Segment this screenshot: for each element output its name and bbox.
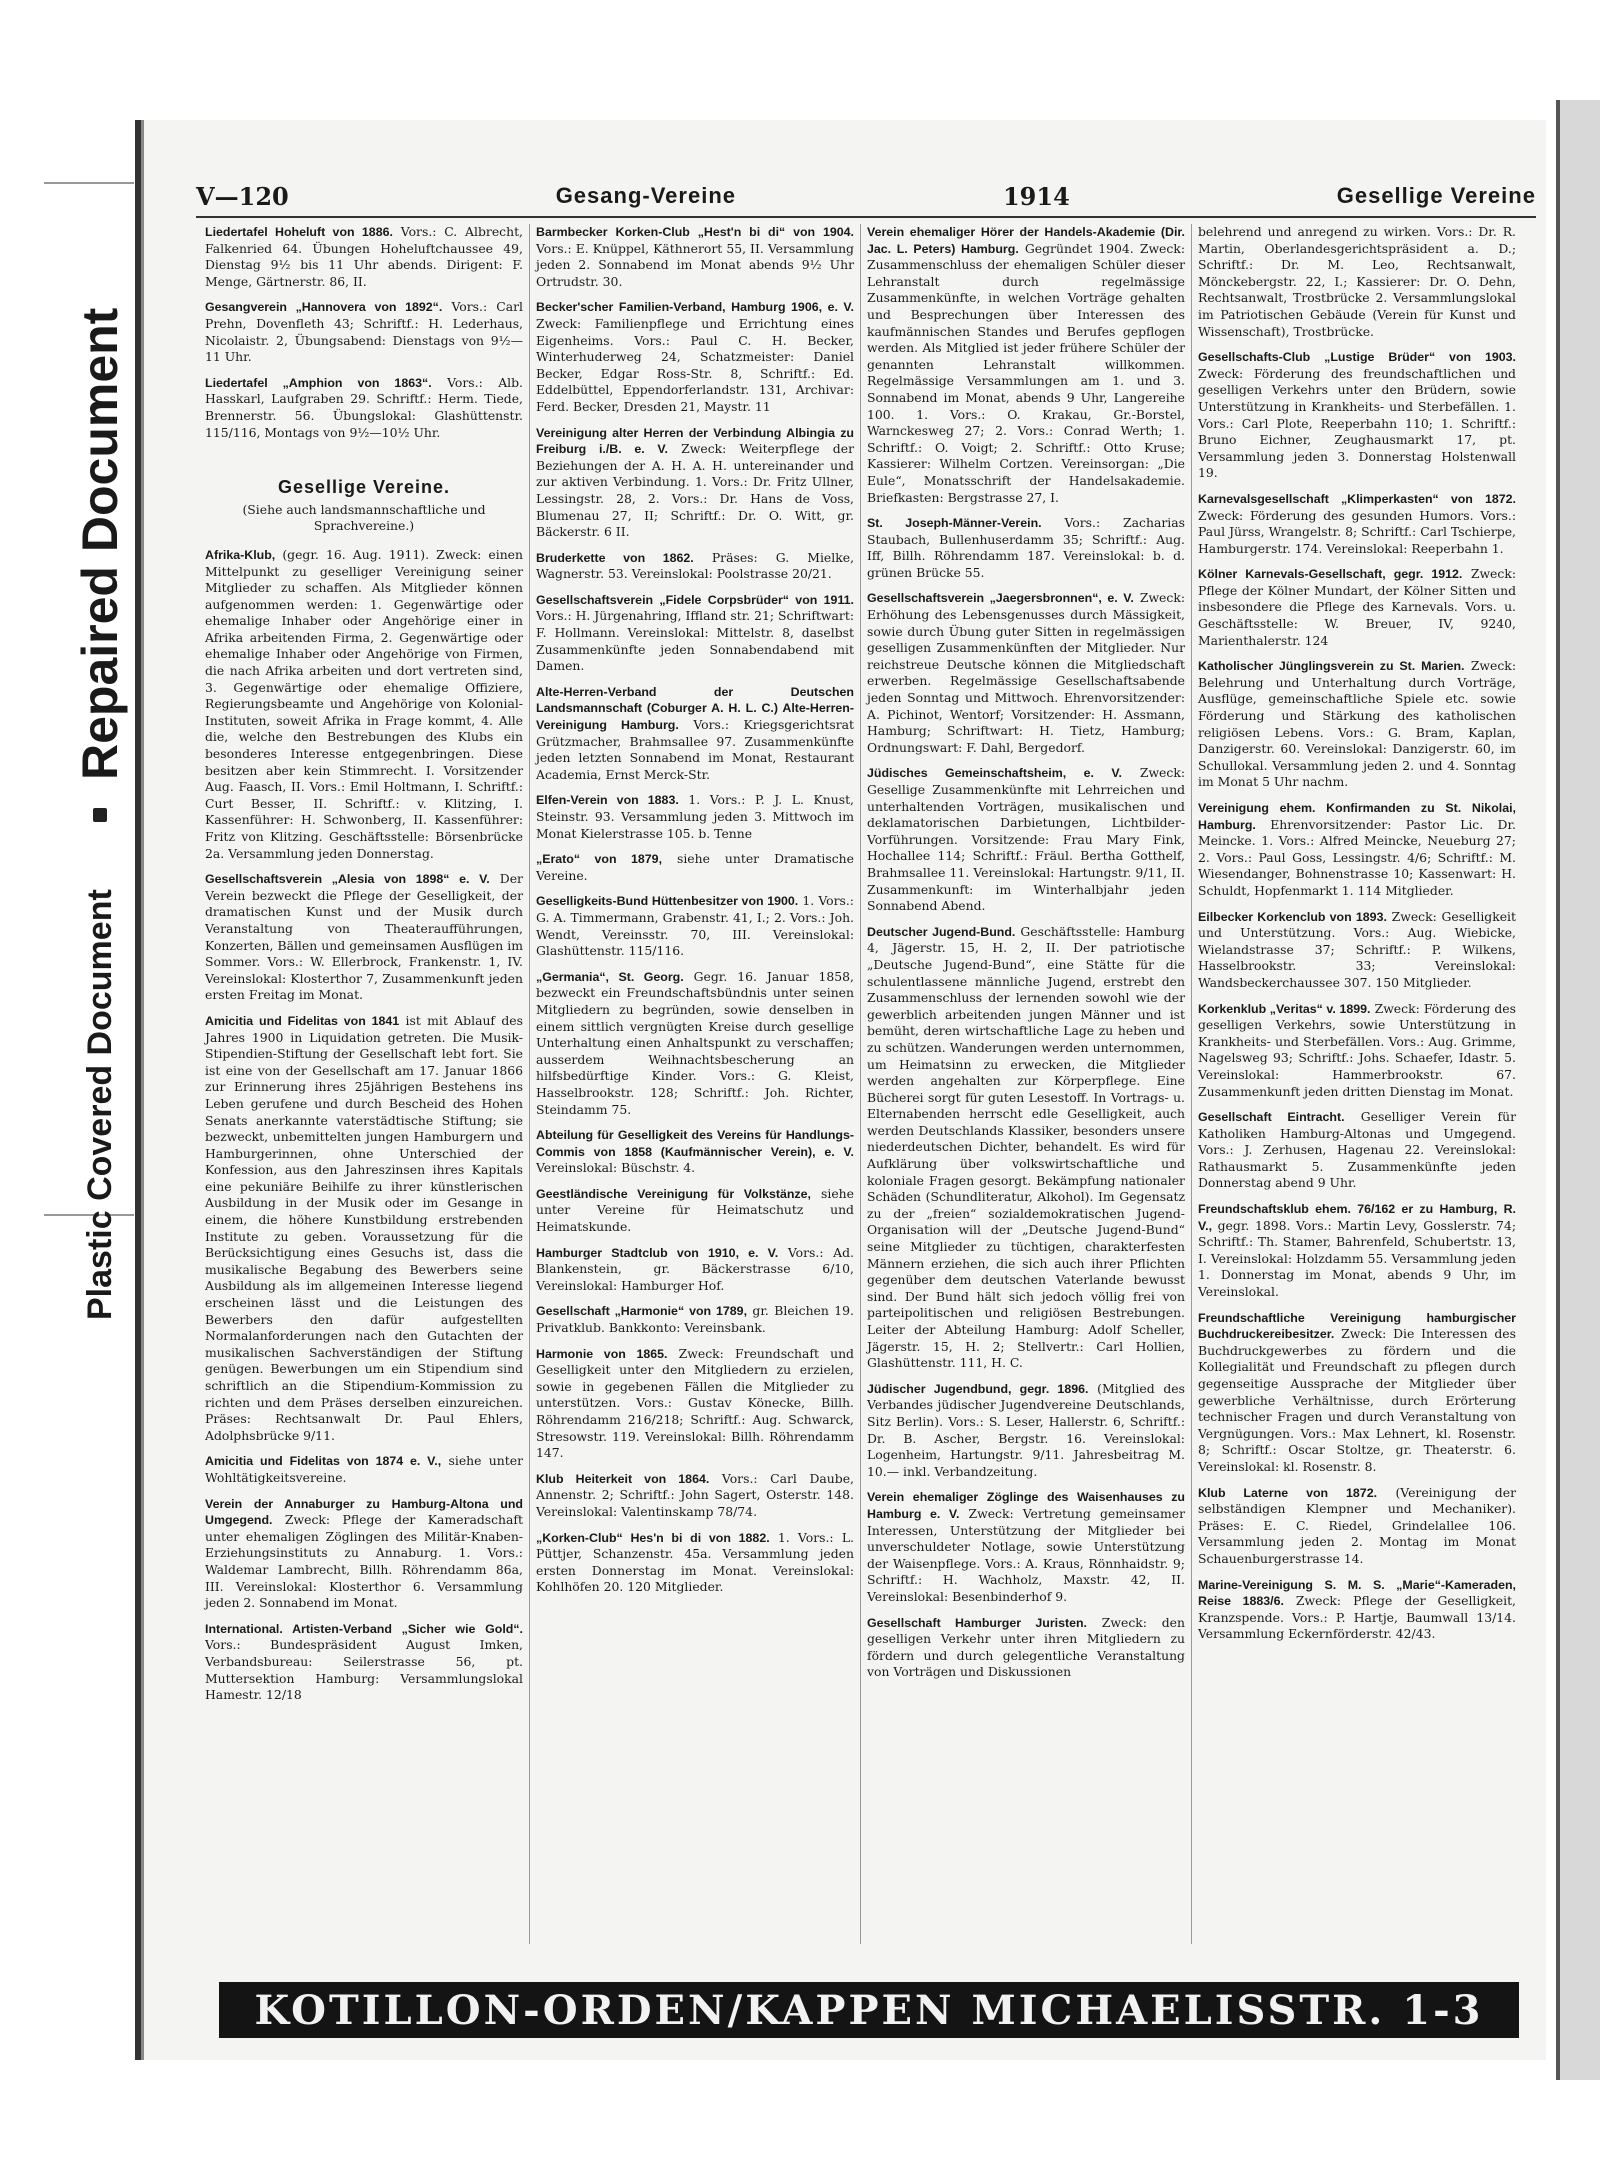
club-name: Bruderkette von 1862. [536,550,694,565]
club-entry [205,375,523,441]
club-name: Verein ehemaliger Zöglinge des Waisenhauses zu Hamburg e. V. [867,1490,1185,1521]
club-entry [536,1186,854,1236]
header-rule [196,216,1536,218]
club-entry [205,547,523,862]
advertisement-banner: KOTILLON-ORDEN/KAPPEN MICHAELISSTR. 1-3 [219,1982,1519,2038]
club-name: Abteilung für Geselligkeit des Vereins für Handlungs-Commis von 1858 (Kaufmännischer Verein), e. V. [536,1128,854,1159]
next-page-edge [1556,100,1600,2080]
club-name: Gesellschaftsverein „Fidele Corpsbrüder“ von 1911. [536,592,854,607]
club-name: Gesellschaft Eintracht. [1198,1110,1345,1125]
club-name: Alte-Herren-Verband der Deutschen Landsmannschaft (Coburger A. H. L. C.) Alte-Herren-Vereinigung Hamburg. [536,684,854,733]
club-details: siehe unter Wohltätigkeitsvereine. [205,1453,523,1485]
column-1 [199,224,529,1944]
club-name: Verein der Annaburger zu Hamburg-Altona und Umgegend. [205,1496,523,1528]
club-details: 1. Vors.: P. J. L. Knust, Steinstr. 93. Versammlung jeden 3. Mittwoch im Monat Kielerstrasse 105. b. Tenne [536,792,854,841]
club-details: belehrend und anregend zu wirken. Vors.: Dr. R. Martin, Oberlandesgerichtspräsident a. D.; Schriftf.: Dr. M. Leo, Rechtsanwalt, Mönckebergstr. 22, I.; Kassierer: Dr. O. Dehn, Rechtsanwalt, Trostbrücke 2. Versammlungslokal im Patriotischen Gebäude (Verein für Kunst und Wissenschaft), Trostbrücke. [1198,224,1516,339]
club-name: Elfen-Verein von 1883. [536,793,679,808]
club-details: Vors.: Carl Daube, Annenstr. 2; Schriftf.: John Sagert, Osterstr. 148. Vereinslokal: Valentinskamp 78/74. [536,1470,854,1519]
column-4 [1191,224,1522,1944]
club-details: Zweck: Pflege der Geselligkeit, Kranzspende. Vors.: P. Hartje, Baumwall 13/14. Versammlung Eckernförderstr. 42/43. [1198,1593,1516,1642]
club-name: Freundschaftliche Vereinigung hamburgischer Buchdruckereibesitzer. [1198,1310,1516,1342]
club-entry [536,893,854,959]
club-name: Afrika-Klub, [205,547,276,562]
club-details: Zweck: Erhöhung des Lebensgenusses durch Mässigkeit, sowie durch Übung guter Sitten in regelmässigen geselligen Zusammenkünften der Mitglieder. Nur reichstreue Deutsche können die Mitgliedschaft erwerben. Regelmässige Gesellschaftsabende jeden Sonntag und Mittwoch. Ehrenvorsitzender: A. Pichinot, Wentorf; Vorsitzender: H. Assmann, Hamburg; Schriftwart: H. Tietz, Hamburg; Ordnungswart: F. Dahl, Bergedorf. [867,590,1186,755]
right-section-title: Gesellige Vereine [1336,183,1536,208]
club-entry [536,851,854,884]
club-details: (Mitglied des Verbandes jüdischer Jugendvereine Deutschlands, Sitz Berlin). Vors.: S. Leser, Hallerstr. 6, Schriftf.: Dr. B. Ascher, Bergstr. 16. Vereinslokal: Logenheim, Hartungstr. 9/11. Jahresbeitrag M. 10.— inkl. Verbandzeitung. [867,1380,1185,1479]
club-details: (gegr. 16. Aug. 1911). Zweck: einen Mittelpunkt zu geselliger Vereinigung seiner Mitglieder zu schaffen. Als Mitglieder können aufgenommen werden: 1. Gegenwärtige oder ehemalige Inhaber oder Angehörige einer in Afrika arbeitenden Firma, 2. Gegenwärtige oder ehemalige Inhaber oder Angehörige von Firmen, die nach Afrika arbeiten und dort vertreten sind, 3. Gegenwärtige oder ehemalige Offiziere, Regierungsbeamte und Angehörige von Kolonial-Instituten, soweit Afrika in Frage kommt, 4. Alle die, welche den Bestrebungen des Klubs ein besonderes Interesse entgegenbringen. Diese besitzen aber kein Stimmrecht. I. Vorsitzender Aug. Faasch, II. Vors.: Emil Holtmann, I. Schriftf.: Curt Besser, II. Schriftf.: v. Klitzing, I. Kassenführer: H. Schwonberg, II. Kassenführer: Fritz von Klitzing. Geschäftsstelle: Börsenbrücke 2a. Versammlung jeden Donnerstag. [205,546,523,861]
club-entry [867,515,1185,581]
club-details: Vors.: C. Albrecht, Falkenried 64. Übungen Hoheluftchaussee 49, Dienstag 9½ bis 11 Uhr abends. Dirigent: F. Menge, Gärtnerstr. 86, II. [205,224,523,289]
club-details: Zweck: Förderung des freundschaftlichen und geselligen Verkehrs unter den Brüdern, sowie Unterstützung in Krankheits- und Sterbefällen. 1. Vors.: Carl Plote, Reeperbahn 110; 1. Schriftf.: Bruno Eichner, Zeughausmarkt 17, pt. Versammlung jeden 3. Donnerstag Holstenwall 19. [1198,365,1516,481]
club-name: Karnevalsgesellschaft „Klimperkasten“ von 1872. [1198,491,1516,506]
separator-dot [93,808,107,822]
club-name: Harmonie von 1865. [536,1346,668,1361]
club-name: Gesellschaftsverein „Alesia von 1898“ e. V. [205,872,490,887]
club-name: Barmbecker Korken-Club „Hest'n bi di“ von 1904. [536,225,854,239]
club-entry [205,1453,523,1486]
club-details: gegr. 1898. Vors.: Martin Levy, Gosslerstr. 74; Schriftf.: Th. Stamer, Bahrenfeld, Schubertstr. 13, I. Vereinslokal: Holzdamm 55. Versammlung jeden 1. Donnerstag im Monat, abends 9 Uhr, im Vereinslokal. [1198,1217,1516,1300]
club-details: Vors.: Zacharias Staubach, Bullenhuserdamm 35; Schriftf.: Aug. Iff, Billh. Röhrendamm 187. Vereinslokal: b. d. grünen Brücke 55. [867,515,1185,580]
club-name: Vereinigung ehem. Konfirmanden zu St. Nikolai, Hamburg. [1198,801,1516,832]
club-details: Vors.: Carl Prehn, Dovenfleth 43; Schriftf.: H. Lederhaus, Nicolaistr. 2, Übungsabend: Dienstags von 9½—11 Uhr. [205,299,524,365]
club-name: Verein ehemaliger Hörer der Handels-Akademie (Dir. Jac. L. Peters) Hamburg. [867,225,1185,256]
club-details: Vors.: Kriegsgerichtsrat Grützmacher, Brahmsallee 97. Zusammenkünfte jeden letzten Sonnabend im Monat, Restaurant Academia, Ernst Merck-Str. [536,717,854,782]
club-details: Zweck: den geselligen Verkehr unter ihren Mitgliedern zu fördern und durch gelegentliche Veranstaltung von Vorträgen und Diskussionen [867,1614,1185,1680]
club-entry [1198,1109,1516,1192]
club-name: Deutscher Jugend-Bund. [867,924,1016,939]
club-entry [1198,349,1516,482]
section-title: Gesellige Vereine. [277,477,451,498]
club-details: Vereinslokal: Büschstr. 4. [536,1160,696,1176]
club-entry [536,969,854,1118]
club-name: „Erato“ von 1879, [536,852,663,867]
club-name: Eilbecker Korkenclub von 1893. [1198,909,1387,924]
club-name: Jüdisches Gemeinschaftsheim, e. V. [867,766,1122,781]
left-section-title: Gesang-Vereine [555,183,736,208]
club-entry [867,1615,1185,1681]
club-name: Gesellschaft Hamburger Juristen. [867,1615,1088,1630]
club-entry [1198,1201,1516,1301]
club-entry [205,1496,523,1612]
club-details: (Vereinigung der selbständigen Klempner und Mechaniker). Präses: E. C. Riedel, Grindelallee 106. Versammlung jeden 2. Montag im Monat Schauenburgerstrasse 14. [1198,1484,1516,1566]
section-note: (Siehe auch landsmannschaftliche und Sprachvereine.) [242,501,486,534]
club-details: Zweck: Pflege der Kölner Mundart, der Kölner Sitten und insbesondere die Pflege des Karnevals. Vors. u. Geschäftsstelle: W. Breuer, IV, 9240, Marienthalerstr. 124 [1198,566,1517,648]
columns [199,224,1539,1944]
club-details: siehe unter Dramatische Vereine. [536,851,854,883]
club-entry [1198,491,1516,557]
club-entry [536,550,854,583]
club-name: Hamburger Stadtclub von 1910, e. V. [536,1245,779,1260]
club-entry [536,1471,854,1521]
club-details: Der Verein bezweckt die Pflege der Geselligkeit, der dramatischen Kunst und der Musik durch Veranstaltung von Theateraufführungen, Konzerten, Bällen und gemeinsamen Ausflügen im Sommer. Vors.: W. Ellerbrock, Frankenstr. 1, IV. Vereinslokal: Klosterthor 7, Zusammenkunft jeden ersten Freitag im Monat. [205,871,523,1003]
club-details: Zweck: Familienpflege und Errichtung eines Eigenheims. Vors.: Paul C. H. Becker, Winterhuderweg 24, Schatzmeister: Daniel Becker, Edgar Ross-Str. 8, Schriftf.: Ed. Eddelbüttel, Eppendorferlandstr. 131, Archivar: Ferd. Becker, Dresden 21, Maystr. 11 [536,315,854,414]
club-details: 1. Vors.: L. Püttjer, Schanzenstr. 45a. Versammlung jeden ersten Donnerstag im Monat. Vereinslokal: Kohlhöfen 20. 120 Mitglieder. [536,1529,854,1595]
club-details: gr. Bleichen 19. Privatklub. Bankkonto: Vereinsbank. [536,1303,854,1336]
club-name: Becker'scher Familien-Verband, Hamburg 1906, e. V. [536,300,854,315]
club-entry [536,224,854,290]
club-entry [867,224,1185,506]
club-name: Kölner Karnevals-Gesellschaft, gegr. 1912. [1198,567,1463,582]
club-details: Zweck: Vertretung gemeinsamer Interessen, Unterstützung der Mitglieder bei unverschuldeter Notlage, sowie Unterstützung der Waisenpflege. Vors.: A. Kraus, Rönnhaidstr. 9; Schriftf.: H. Wachholz, Maxstr. 42, II. Vereinslokal: Besenbinderhof 9. [867,1505,1185,1604]
club-details: Präses: G. Mielke, Wagnerstr. 53. Vereinslokal: Poolstrasse 20/21. [536,549,855,582]
club-name: „Germania“, St. Georg. [536,969,684,984]
club-details: Vors.: H. Jürgenahring, Iffland str. 21; Schriftwart: F. Hollmann. Vereinslokal: Mittelstr. 8, daselbst Zusammenkünfte jeden Sonnabendabend mit Damen. [536,608,854,674]
club-name: Klub Heiterkeit von 1864. [536,1471,710,1486]
club-entry [536,792,854,842]
club-entry [536,1303,854,1336]
club-name: „Korken-Club“ Hes'n bi di von 1882. [536,1530,770,1545]
club-entry [1198,909,1516,992]
club-entry [536,592,854,675]
club-name: Gesangverein „Hannovera von 1892“. [205,300,443,315]
club-name: Korkenklub „Veritas“ v. 1899. [1198,1001,1371,1016]
club-name: Liedertafel „Amphion von 1863“. [205,375,432,390]
club-name: Gesellschaft „Harmonie“ von 1789, [536,1304,748,1319]
club-details: 1. Vors.: G. A. Timmermann, Grabenstr. 41, I.; 2. Vors.: Joh. Wendt, Vereinsstr. 70, III. Vereinslokal: Glashüttenstr. 115/116. [536,893,854,959]
club-name: Freundschaftsklub ehem. 76/162 er zu Hamburg, R. V., [1198,1202,1516,1233]
page-number: V—120 [196,181,289,211]
club-details: Zweck: Geselligkeit und Unterstützung. Vors.: Aug. Wiebicke, Wielandstrasse 37; Schriftf.: P. Wilkens, Hasselbrookstr. 33; Vereinslokal: Wandsbeckerchaussee 307. 150 Mitglieder. [1198,908,1516,990]
club-entry [536,684,854,784]
club-entry [1198,1577,1516,1643]
margin-mark [44,182,134,184]
club-details: Geselliger Verein für Katholiken Hamburg-Altonas und Umgegend. Vors.: J. Zerhusen, Hagenau 22. Vereinslokal: Rathausmarkt 5. Zusammenkünfte jeden Donnerstag abend 9 Uhr. [1198,1109,1516,1191]
club-entry [1198,566,1516,649]
club-entry [205,1621,523,1704]
club-entry [867,765,1185,914]
club-entry [205,871,523,1004]
club-details: Zweck: Pflege der Kameradschaft unter ehemaligen Zöglingen des Militär-Knaben-Erziehungsinstituts zu Annaburg. 1. Vors.: Waldemar Lambrecht, Billh. Röhrendamm 86a, III. Vereinslokal: Klosterthor 6. Versammlung jeden 2. Sonnabend im Monat. [205,1512,523,1611]
club-entry [536,1127,854,1177]
year: 1914 [1002,181,1070,211]
club-entry [205,299,523,365]
club-entry [867,1489,1185,1605]
club-details: Geschäftsstelle: Hamburg 4, Jägerstr. 15, H. 2, II. Der patriotische „Deutsche Jugend-Bund“, eine Stätte für die schulentlassene männliche Jugend, erstrebt den Zusammenschluss der lernenden sowohl wie der gewerblich arbeitenden jungen Männer und ist bemüht, deren wirtschaftliche Lage zu heben und zu schützen. Wanderungen werden unternommen, um Heimatsinn zu erwecken, die Mitglieder werden angehalten zur Körperpflege. Eine Bücherei sorgt für guten Lesestoff. In Vortrags- u. Elternabenden herrscht edle Geselligkeit, auch werden Deutschlands Klassiker, besonders unsere niederdeutschen Dichter, behandelt. Es wird für Aufklärung über volkswirtschaftliche und koloniale Fragen gesorgt. Bekämpfung nationaler Schäden (Schundliteratur, Alkohol). Im Gegensatz zu der „freien“ sozialdemokratischen Jugend-Organisation will der „Deutsche Jugend-Bund“ seine Mitglieder zu tüchtigen, charakterfesten Männern erziehen, die sich auch ihrer Pflichten gegenüber dem deutschen Vaterlande bewusst sind. Der Bund hält sich jedoch völlig frei von parteipolitischen und religiösen Bestrebungen. Leiter der Abteilung Hamburg: Adolf Scheller, Jägerstr. 15, H. 2; Stellvertr.: Carl Hollien, Glashüttenstr. 111, H. C. [867,923,1185,1371]
club-entry [205,1013,523,1444]
club-details: Vors.: Bundespräsident August Imken, Verbandsbureau: Seilerstrasse 56, pt. Muttersektion Hamburg: Versammlungslokal Hamestr. 12/18 [205,1637,523,1703]
club-details: Gegründet 1904. Zweck: Zusammenschluss der ehemaligen Schüler dieser Lehranstalt durch regelmässige Zusammenkünfte, in welchen Vorträge gehalten und Besprechungen über Interessen des kaufmännischen Standes und Berufes gepflogen werden. Als Mitglied ist jeder frühere Schüler der genannten Lehranstalt willkommen. Regelmässige Versammlungen am 1. und 3. Sonnabend im Monat, abends 9 Uhr, Langereihe 100. 1. Vors.: O. Krakau, Gr.-Borstel, Warnckesweg 27; 2. Vors.: Conrad Werth; 1. Schriftf.: O. Voigt; 2. Schriftf.: Otto Kruse; Kassierer: Wilhelm Cortzen. Vereinsorgan: „Die Eule“, Monatsschrift der Handelsakademie. Briefkasten: Bergstrasse 27, I. [867,240,1186,505]
club-name: Jüdischer Jugendbund, gegr. 1896. [867,1381,1089,1396]
club-entry [867,1381,1185,1481]
club-name: Vereinigung alter Herren der Verbindung Albingia zu Freiburg i./B. e. V. [536,425,854,457]
page-header [196,178,1536,214]
club-name: Amicitia und Fidelitas von 1874 e. V., [205,1454,442,1469]
club-details: Vors.: Alb. Hasskarl, Laufgraben 29. Schriftf.: Herm. Tiede, Brennerstr. 56. Übungslokal: Glashüttenstr. 115/116, Montags von 9½—10½ Uhr. [205,374,523,440]
club-details: ist mit Ablauf des Jahres 1900 in Liquidation getreten. Die Musik-Stipendien-Stiftung der Gesellschaft lebt fort. Sie ist eine von der Gesellschaft am 17. Januar 1866 zur Erinnerung ihres 25jährigen Bestehens ins Leben gerufene und durch Bescheid des Hohen Senats anerkannte vaterstädtische Stiftung; sie bezweckt, unbemittelten jungen Hamburgern und Hamburgerinnen, ohne Unterschied der Konfession, aus den Jahreszinsen ihres Kapitals eine pekuniäre Beihilfe zu ihrer künstlerischen Ausbildung in der Musik oder im Gesange in einem, die höhere Kunstbildung erstrebenden Institute zu geben. Voraussetzung für die Berücksichtigung eines Gesuchs ist, dass die musikalische Begabung des Bewerbers seine Ausbildung als im allgemeinen Interesse liegend erscheinen lässt und die Leistungen des Bewerbers den dafür aufgestellten Normalanforderungen nach den Gutachten der musikalischen Sachverständigen der Stiftung genügen. Bewerbungen um ein Stipendium sind schriftlich an die Stipendium-Kommission zu richten und dem Präses derselben einzureichen. Präses: Rechtsanwalt Dr. Paul Ehlers, Adolphsbrücke 9/11. [205,1012,523,1443]
club-details: Zweck: Die Interessen des Buchdruckgewerbes zu fördern und die Kollegialität und Freundschaft zu pflegen durch gegenseitige Aussprache der Mitglieder über gewerbliche Verhältnisse, durch Erörterung technischer Fragen und durch Veranstaltung von Vergnügungen. Vors.: Max Lehnert, kl. Rosenstr. 8; Schriftf.: Oscar Stoltze, gr. Theaterstr. 6. Vereinslokal: kl. Rosenstr. 8. [1198,1326,1516,1474]
club-details: Ehrenvorsitzender: Pastor Lic. Dr. Meincke. 1. Vors.: Alfred Meincke, Neueburg 27; 2. Vors.: Paul Goss, Lessingstr. 4/6; Schriftf.: M. Wiesendanger, Bohnenstrasse 10; Kassenwart: H. Schuldt, Hopfenmarkt 1. 114 Mitglieder. [1198,816,1516,898]
club-name: International. Artisten-Verband „Sicher wie Gold“. [205,1621,523,1636]
club-entry [867,590,1185,756]
club-entry [536,425,854,541]
column-2 [529,224,860,1944]
club-name: Amicitia und Fidelitas von 1841 [205,1013,400,1028]
club-name: Gesellschaftsverein „Jaegersbronnen“, e. V. [867,591,1134,606]
repaired-label: Repaired Document [72,307,128,780]
club-name: Klub Laterne von 1872. [1198,1485,1378,1500]
club-entry [1198,1310,1516,1476]
club-entry [1198,1485,1516,1568]
column-3 [860,224,1191,1944]
club-name: St. Joseph-Männer-Verein. [867,516,1042,531]
club-details: Zweck: Weiterpflege der Beziehungen der A. H. A. H. untereinander und zur aktiven Verbindung. 1. Vors.: Dr. Fritz Ullner, Lessingstr. 28, 2. Vors.: Dr. Hans de Voss, Blumenau 27, II; Schriftf.: Dr. O. Witt, gr. Bäckerstr. 6 II. [536,441,854,540]
club-details: Zweck: Gesellige Zusammenkünfte mit Lehrreichen und unterhaltenden Vorträgen, musikalischen und deklamatorischen Darbietungen, Lichtbilder-Vorführungen. Vorsitzende: Frau Mary Fink, Hochallee 114; Schriftf.: Fräul. Bertha Gotthelf, Brahmsallee 11. Vereinslokal: Hartungstr. 9/11, II. Zusammenkunft: im Winterhalbjahr jeden Sonnabend Abend. [867,765,1186,914]
club-entry [867,924,1185,1372]
club-entry [536,1530,854,1596]
document-page [135,120,1546,2060]
club-name: Katholischer Jünglingsverein zu St. Marien. [1198,659,1465,674]
plastic-covered-label: Plastic Covered Document [80,889,119,1320]
club-entry [536,299,854,415]
club-entry [1198,224,1516,340]
club-name: Liedertafel Hoheluft von 1886. [205,225,393,239]
club-entry [1198,1001,1516,1101]
club-details: Vors.: E. Knüppel, Käthnerort 55, II. Versammlung jeden 2. Sonnabend im Monat abends 9½ Uhr Ortrudstr. 30. [536,240,854,289]
club-entry [1198,658,1516,791]
club-entry [536,1245,854,1295]
club-entry [536,1346,854,1462]
club-details: Zweck: Förderung des gesunden Humors. Vors.: Paul Jürss, Wrangelstr. 8; Schriftf.: Carl Tschierpe, Hamburgerstr. 174. Vereinslokal: Reeperbahn 1. [1198,507,1516,556]
club-details: Zweck: Freundschaft und Geselligkeit unter den Mitgliedern zu erzielen, sowie in gegebenen Fällen die Mitglieder zu unterstützen. Vors.: Gustav Könecke, Billh. Röhrendamm 216/218; Schriftf.: Aug. Schwarck, Stresowstr. 119. Vereinslokal: Billh. Röhrendamm 147. [536,1345,854,1461]
club-details: Zweck: Belehrung und Unterhaltung durch Vorträge, Ausflüge, gemeinschaftliche Spiele etc. sowie Förderung und Stärkung des katholischen religiösen Lebens. Vors.: G. Bram, Kaplan, Danzigerstr. 60. Vereinslokal: Danzigerstr. 60, im Schullokal. Versammlung jeden 2. und 4. Sonntag im Monat 5 Uhr nachm. [1198,658,1516,790]
club-entry [1198,800,1516,900]
club-details: Zweck: Förderung des geselligen Verkehrs, sowie Unterstützung in Krankheits- und Sterbefällen. Vors.: Aug. Grimme, Nagelsweg 93; Schriftf.: Johs. Schaefer, Idastr. 5. Vereinslokal: Hammerbrookstr. 67. Zusammenkunft jeden dritten Dienstag im Monat. [1198,1000,1516,1099]
club-entry [205,224,523,290]
club-details: Vors.: Ad. Blankenstein, gr. Bäckerstrasse 6/10, Vereinslokal: Hamburger Hof. [536,1244,854,1293]
club-details: Gegr. 16. Januar 1858, bezweckt ein Freundschaftsbündnis unter seinen Mitgliedern zu begründen, sowie denselben in einem sittlich vergnügten Kreise durch gesellige Unterhaltung einen Anhaltspunkt zu verschaffen; ausserdem Weihnachtsbescherung an hilfsbedürftige Kinder. Vors.: G. Kleist, Hasselbrookstr. 128; Schriftf.: Joh. Richter, Steindamm 75. [536,968,854,1117]
club-details: siehe unter Vereine für Heimatschutz und Heimatskunde. [536,1185,854,1235]
club-name: Gesellschafts-Club „Lustige Brüder“ von 1903. [1198,350,1516,365]
club-name: Geestländische Vereinigung für Volkstänze, [536,1186,811,1201]
club-name: Geselligkeits-Bund Hüttenbesitzer von 1900. [536,894,799,909]
club-name: Marine-Vereinigung S. M. S. „Marie“-Kameraden, Reise 1883/6. [1198,1577,1516,1609]
